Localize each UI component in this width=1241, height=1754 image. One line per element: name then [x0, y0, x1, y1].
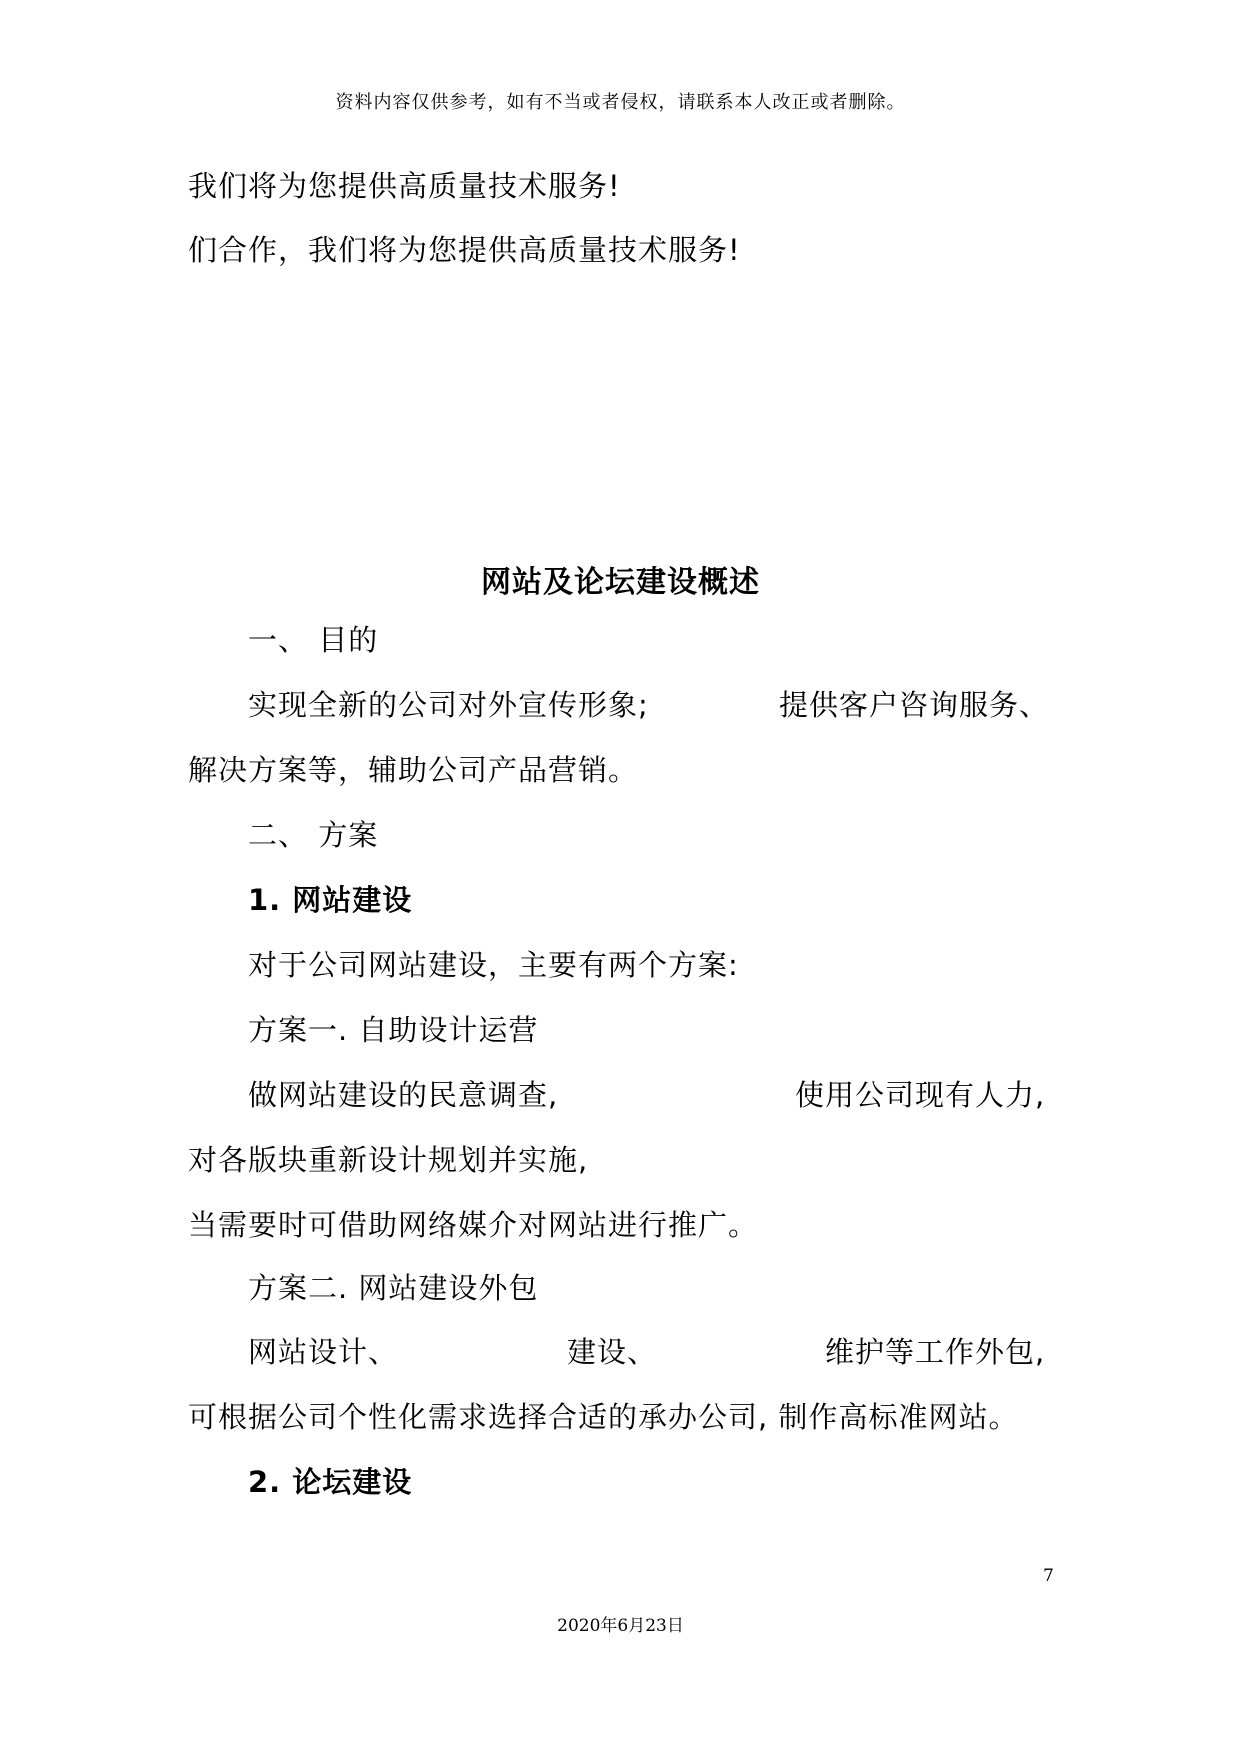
section-1-heading: 一、 目的	[248, 623, 379, 657]
plan-2-text-part-3: 维护等工作外包,	[825, 1335, 1046, 1369]
section-1-paragraph-part-2: 提供客户咨询服务、	[779, 688, 1050, 722]
document-title: 网站及论坛建设概述	[481, 565, 760, 600]
website-intro: 对于公司网站建设，主要有两个方案:	[248, 948, 739, 982]
plan-2-text-part-1: 网站设计、	[248, 1335, 399, 1369]
page-number: 7	[1043, 1566, 1054, 1586]
intro-line-2: 们合作，我们将为您提供高质量技术服务!	[188, 233, 741, 267]
plan-1-text-part-1: 做网站建设的民意调查,	[248, 1078, 559, 1112]
intro-line-1: 我们将为您提供高质量技术服务!	[188, 169, 621, 203]
plan-1-title: 方案一. 自助设计运营	[248, 1013, 539, 1047]
plan-1-text-line-2: 对各版块重新设计规划并实施,	[188, 1143, 589, 1177]
section-1-paragraph-line-2: 解决方案等，辅助公司产品营销。	[188, 753, 639, 787]
subsection-forum-heading: 2. 论坛建设	[248, 1465, 413, 1499]
plan-1-text-line-3: 当需要时可借助网络媒介对网站进行推广。	[188, 1208, 759, 1242]
plan-2-title: 方案二. 网站建设外包	[248, 1271, 539, 1305]
plan-2-text-part-2: 建设、	[567, 1335, 658, 1369]
section-2-heading: 二、 方案	[248, 818, 379, 852]
page-header-disclaimer: 资料内容仅供参考，如有不当或者侵权，请联系本人改正或者删除。	[335, 92, 906, 113]
footer-date: 2020年6月23日	[557, 1616, 684, 1636]
section-1-paragraph-part-1: 实现全新的公司对外宣传形象;	[248, 688, 649, 722]
plan-1-text-part-2: 使用公司现有人力,	[795, 1078, 1046, 1112]
subsection-website-heading: 1. 网站建设	[248, 883, 413, 917]
plan-2-text-line-2: 可根据公司个性化需求选择合适的承办公司, 制作高标准网站。	[188, 1400, 1019, 1434]
